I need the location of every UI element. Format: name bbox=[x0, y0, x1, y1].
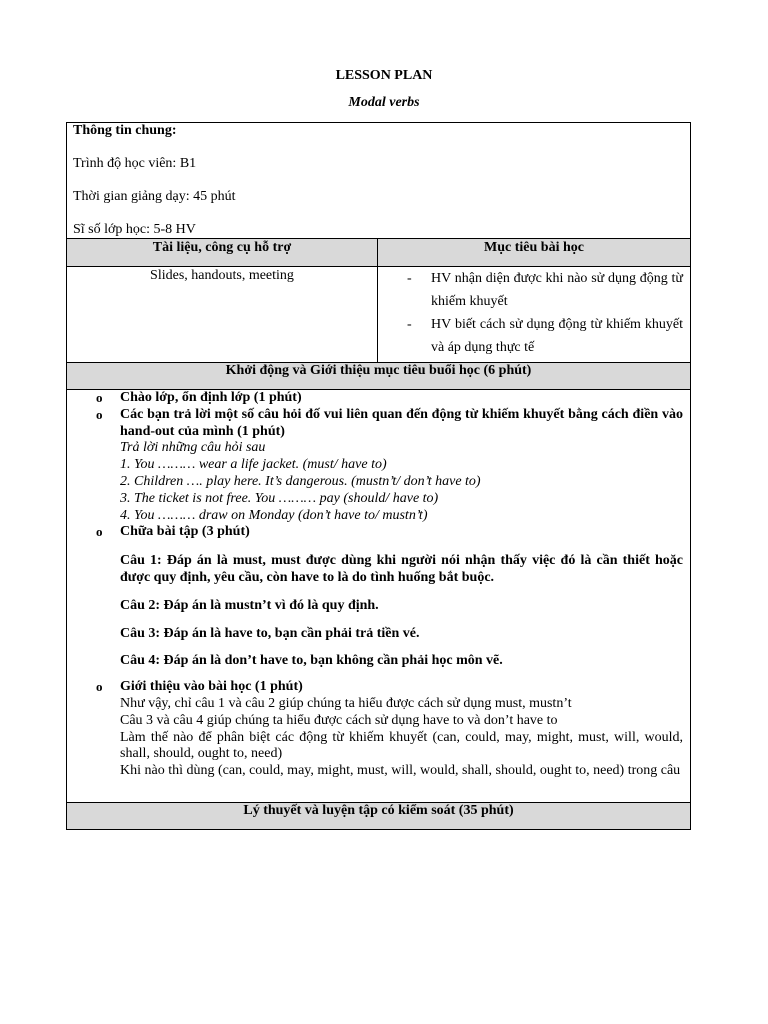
objective-text: HV biết cách sử dụng động từ khiếm khuyết và áp dụng thực tế bbox=[431, 317, 684, 355]
intro-line: Khi nào thì dùng (can, could, may, might, must, will, would, shall, should, ought to, need) trong câu bbox=[120, 763, 681, 779]
intro-line: Làm thế nào để phân biệt các động từ khiếm khuyết (can, could, may, might, must, will, would, shall, should, ought to, need) bbox=[120, 729, 684, 762]
class-size: Sĩ số lớp học: 5-8 HV bbox=[73, 222, 196, 237]
intro-line: Như vậy, chỉ câu 1 và câu 2 giúp chúng ta hiểu được cách sử dụng must, mustn’t bbox=[120, 695, 572, 711]
quiz-question: 4. You ……… draw on Monday (don’t have to/ mustn’t) bbox=[120, 507, 428, 523]
correction-item bbox=[96, 524, 683, 541]
objectives-header: Mục tiêu bài học bbox=[378, 239, 691, 267]
student-level: Trình độ học viên: B1 bbox=[73, 156, 197, 171]
greeting-text: Chào lớp, ổn định lớp (1 phút) bbox=[120, 390, 302, 405]
general-info-heading: Thông tin chung: bbox=[73, 123, 177, 138]
dash-marker: - bbox=[407, 271, 412, 286]
materials-header: Tài liệu, công cụ hỗ trợ bbox=[67, 239, 378, 267]
answer-2: Câu 2: Đáp án là mustn’t vì đó là quy định. bbox=[120, 597, 379, 613]
objective-item bbox=[378, 313, 683, 359]
quiz-question: 1. You ……… wear a life jacket. (must/ have to) bbox=[120, 457, 387, 473]
intro-title: Giới thiệu vào bài học (1 phút) bbox=[120, 679, 303, 695]
objective-text: HV nhận diện được khi nào sử dụng động từ khiếm khuyết bbox=[431, 271, 684, 309]
greeting-item bbox=[96, 390, 683, 407]
answer-4: Câu 4: Đáp án là don’t have to, bạn không cần phải học môn vẽ. bbox=[120, 653, 503, 669]
quiz-question: 2. Children …. play here. It’s dangerous. (mustn’t/ don’t have to) bbox=[120, 473, 481, 489]
warmup-content-cell bbox=[67, 390, 691, 803]
quiz-prompt: Trả lời những câu hỏi sau bbox=[120, 440, 266, 456]
general-info-cell bbox=[67, 123, 691, 239]
materials-value: Slides, handouts, meeting bbox=[67, 267, 378, 363]
circle-bullet-icon: o bbox=[96, 390, 103, 405]
warmup-section-header: Khởi động và Giới thiệu mục tiêu buổi học (6 phút) bbox=[67, 363, 691, 390]
correction-title: Chữa bài tập (3 phút) bbox=[120, 524, 250, 540]
lesson-plan-table bbox=[66, 122, 691, 830]
intro-item bbox=[96, 679, 683, 696]
dash-marker: - bbox=[407, 317, 412, 332]
quiz-instruction-text: Các bạn trả lời một số câu hỏi đố vui liên quan đến động từ khiếm khuyết bằng cách điền vào hand-out của mình (1 phút) bbox=[120, 406, 684, 439]
circle-bullet-icon: o bbox=[96, 679, 103, 695]
circle-bullet-icon: o bbox=[96, 524, 103, 540]
objectives-cell bbox=[378, 267, 691, 363]
answer-1: Câu 1: Đáp án là must, must được dùng khi người nói nhận thấy việc đó là cần thiết hoặc được quy định, yêu cầu, còn have to là do tình huống bắt buộc. bbox=[120, 553, 684, 585]
answer-3: Câu 3: Đáp án là have to, bạn cần phải trả tiền vé. bbox=[120, 625, 420, 641]
doc-subtitle: Modal verbs bbox=[348, 95, 420, 110]
doc-title: LESSON PLAN bbox=[335, 68, 433, 83]
quiz-question: 3. The ticket is not free. You ……… pay (should/ have to) bbox=[120, 490, 439, 506]
intro-line: Câu 3 và câu 4 giúp chúng ta hiểu được cách sử dụng have to và don’t have to bbox=[120, 712, 558, 728]
objectives-list bbox=[378, 267, 683, 359]
intro-block bbox=[96, 679, 684, 780]
practice-section-header: Lý thuyết và luyện tập có kiểm soát (35 phút) bbox=[67, 803, 691, 830]
quiz-instruction-item bbox=[96, 406, 684, 441]
objective-item bbox=[378, 267, 683, 313]
circle-bullet-icon: o bbox=[96, 406, 103, 422]
teaching-duration: Thời gian giảng dạy: 45 phút bbox=[73, 189, 236, 204]
